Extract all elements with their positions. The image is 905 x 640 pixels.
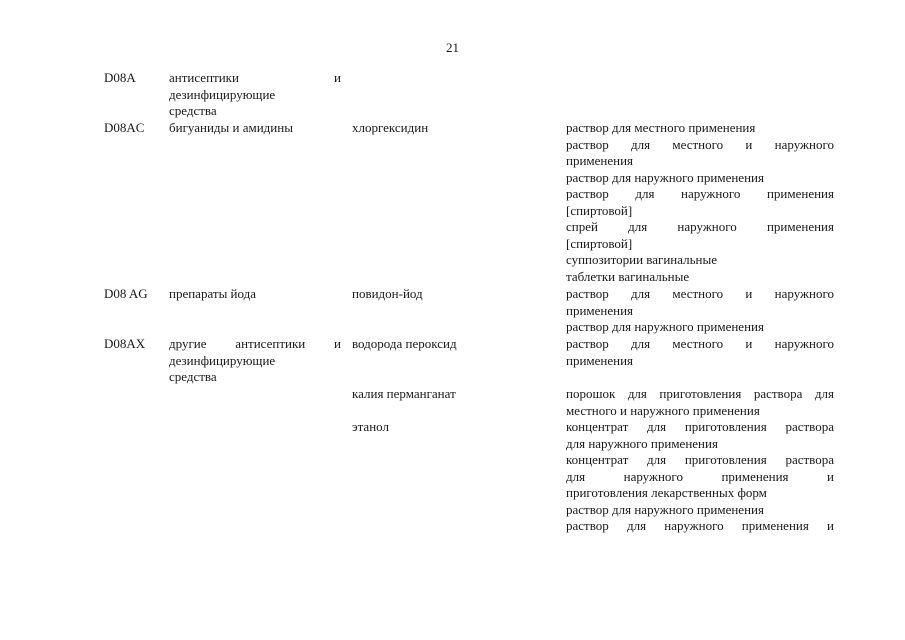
group-line-1: другие антисептики и bbox=[169, 336, 341, 351]
form-line: раствор для наружного применения bbox=[566, 169, 764, 185]
drug-name: хлоргексидин bbox=[352, 120, 429, 135]
group-line-1: бигуаниды и амидины bbox=[169, 120, 293, 135]
form-line: для наружного применения и bbox=[566, 468, 834, 484]
group-word-i: и bbox=[334, 70, 341, 85]
form-line: концентрат для приготовления раствора bbox=[566, 419, 834, 434]
form-line: концентрат для приготовления раствора bbox=[566, 452, 834, 467]
form-line: местного и наружного применения bbox=[566, 402, 760, 418]
drug-name: калия перманганат bbox=[352, 386, 456, 401]
group-line-2: дезинфицирующие bbox=[169, 352, 276, 368]
drug-name: водорода пероксид bbox=[352, 336, 457, 351]
atc-code: D08A bbox=[104, 70, 136, 85]
form-line: для наружного применения bbox=[566, 435, 718, 451]
group-word-antiseptiki: антисептики bbox=[169, 70, 239, 85]
atc-group-name bbox=[169, 70, 341, 120]
form-line: раствор для местного применения bbox=[566, 120, 756, 135]
group-line-1 bbox=[169, 70, 341, 87]
form-line: раствор для наружного применения bbox=[566, 501, 764, 517]
form-line: раствор для наружного применения bbox=[566, 186, 834, 201]
group-line-2: дезинфицирующие bbox=[169, 86, 276, 102]
dosage-forms bbox=[566, 120, 834, 285]
group-line-3: средства bbox=[169, 103, 217, 118]
atc-group-name bbox=[169, 120, 341, 137]
form-line: суппозитории вагинальные bbox=[566, 252, 718, 267]
form-line: раствор для наружного применения bbox=[566, 319, 764, 334]
atc-code: D08AC bbox=[104, 120, 145, 135]
form-line: таблетки вагинальные bbox=[566, 268, 690, 284]
dosage-forms bbox=[566, 419, 834, 535]
form-line: раствор для наружного применения и bbox=[566, 518, 834, 533]
form-line: раствор для местного и наружного bbox=[566, 286, 834, 301]
atc-group-name bbox=[169, 336, 341, 386]
dosage-forms bbox=[566, 336, 834, 369]
form-line: приготовления лекарственных форм bbox=[566, 485, 767, 500]
drug-name: этанол bbox=[352, 419, 389, 434]
atc-group-name bbox=[169, 286, 341, 303]
form-line: раствор для местного и наружного bbox=[566, 336, 834, 351]
form-line: применения bbox=[566, 352, 634, 368]
form-line: применения bbox=[566, 153, 634, 168]
dosage-forms bbox=[566, 286, 834, 336]
form-line: порошок для приготовления раствора для bbox=[566, 386, 834, 401]
atc-code: D08AX bbox=[104, 336, 146, 351]
form-line: применения bbox=[566, 302, 634, 318]
form-line: [спиртовой] bbox=[566, 235, 633, 251]
group-line-1: препараты йода bbox=[169, 286, 257, 301]
form-line: спрей для наружного применения bbox=[566, 219, 834, 234]
atc-code: D08 AG bbox=[104, 286, 148, 301]
form-line: раствор для местного и наружного bbox=[566, 136, 834, 152]
group-line-3: средства bbox=[169, 369, 217, 384]
drug-name: повидон-йод bbox=[352, 286, 423, 301]
form-line: [спиртовой] bbox=[566, 202, 633, 218]
dosage-forms bbox=[566, 386, 834, 419]
page-number: 21 bbox=[446, 40, 459, 55]
